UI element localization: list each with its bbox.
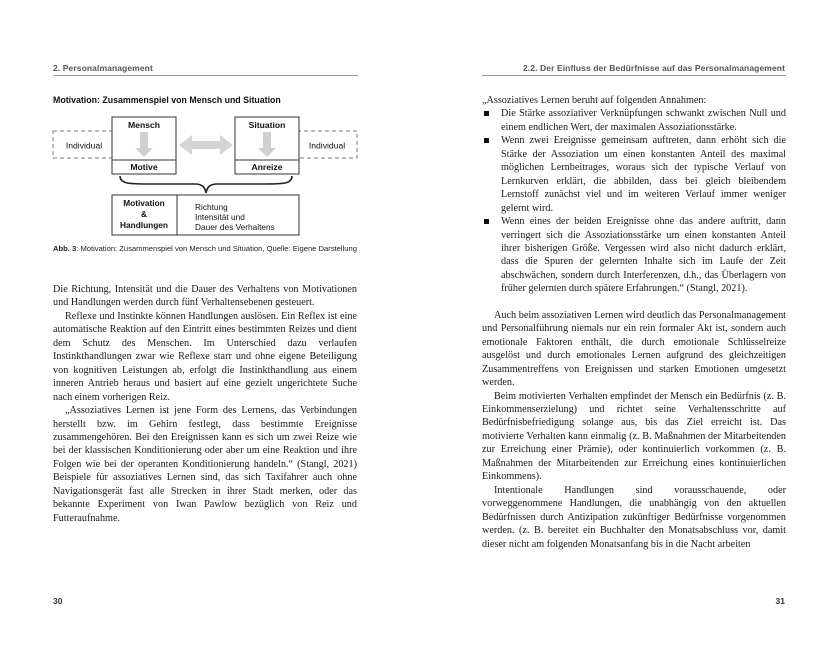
paragraph: „Assoziatives Lernen ist jene Form des Lernens, das Verbindungen herstellt bzw. im Gehirn festlegt, dass bestimmte Ereignisse zusammengehören. Bei den Ereignissen kann es sich um zwei Reize wie bei der klassischen Konditionierung oder aber um eine Reaktion und ihre Folgen wie bei der operanten Konditionierung handeln.“ (Stangl, 2021) Beispiele für assoziatives Lernen sind, das sich Taxifahrer auch ohne Navigationsgerät fast alle Strecken in ihrer Stadt merken, oder das bekannte Experiment von Iwan Pawlow bezüglich von Reiz und Futteraufnahme. bbox=[53, 405, 357, 524]
figure-caption-label: Abb. 3 bbox=[53, 244, 77, 253]
anreize-label: Anreize bbox=[251, 162, 283, 172]
page-number-left: 30 bbox=[53, 596, 63, 606]
list-item-text: Wenn eines der beiden Ereignisse ohne das andere auftritt, dann verringert sich die Assoziationsstärke um einen konstanten Anteil ihrer bisherigen Größe. Vergessen wird also nicht dadurch erklärt, dass die Spuren der gelernten Inhalte sich im Laufe der Zeit abschwächen, sondern durch Interferenzen, d.h., das Überlagern von früher gelernten durch spätere Erfahrungen.“ (Stangl, 2021). bbox=[501, 216, 786, 295]
paragraph: Reflexe und Instinkte können Handlungen auslösen. Ein Reflex ist eine automatische Reaktion auf den Eintritt eines bestimmten Reizes und dient dem Schutz des Menschen. Im Unterschied dazu verlaufen Instinkthandlungen zwar wie Reflexe starr und ohne eigene Beteiligung von kognitiven Leistungen ab, erfolgt die Instinkthandlung aus einem inneren Antrieb heraus und basiert auf eine gezielt ungerichtete Suche nach einem vorherigen Reiz. bbox=[53, 310, 357, 403]
bullet-icon bbox=[484, 138, 489, 143]
page-number-right: 31 bbox=[775, 596, 785, 606]
paragraph: Intentionale Handlungen sind vorausschauende, oder vorweggenommene Handlungen, die unabhängig von den aktuellen Bedürfnissen durch Antizipation zukünftiger Bedürfnisse vorgenommen werden. (z. B. bereitet ein Buchhalter den Monatsabschluss vor, damit dieser nicht am folgenden Monatsanfang bis in die Nacht arbeiten bbox=[482, 484, 786, 550]
individual-left-label: Individual bbox=[65, 140, 103, 151]
result-line-1: Richtung bbox=[195, 202, 228, 212]
individual-right-label: Individual bbox=[308, 140, 346, 151]
result-line-3: Dauer des Verhaltens bbox=[195, 222, 275, 232]
paragraph: Die Richtung, Intensität und die Dauer des Verhaltens von Motivationen und Handlungen werden durch fünf Verhaltensebenen gesteuert. bbox=[53, 284, 357, 309]
list-item-text: Wenn zwei Ereignisse gemeinsam auftreten, dann erhöht sich die Stärke der Assoziation um einen konstanten Anteil des maximal möglichen Lernbeitrages, woraus sich der typische Verlauf von Lernkurven erklärt, die abbilden, dass bei gleich bleibendem Lernstoff zunächst viel und im weiteren Verlauf immer weniger gelernt wird. bbox=[501, 135, 786, 214]
quote-intro: „Assoziatives Lernen beruht auf folgenden Annahmen: bbox=[482, 95, 707, 106]
running-head-left: 2. Personalmanagement bbox=[53, 63, 153, 73]
header-rule-left bbox=[53, 75, 358, 76]
list-item bbox=[482, 134, 786, 215]
left-body-text bbox=[53, 283, 357, 525]
assumption-list bbox=[482, 107, 786, 295]
paragraph: Auch beim assoziativen Lernen wird deutlich das Personalmanagement und Personalführung niemals nur ein rein formaler Akt ist, sondern auch emotionale Faktoren enthält, die durch emotionale Schlüsselreize ausgelöst und durch emotionales Lernen aufgrund des gleichzeitigen Zusammentreffens von Ereignissen und starken Emotionen umgesetzt werden. bbox=[482, 309, 786, 389]
list-item bbox=[482, 215, 786, 296]
motivation-label-1: Motivation bbox=[123, 198, 165, 208]
right-page bbox=[420, 0, 839, 671]
situation-label: Situation bbox=[248, 120, 286, 130]
running-head-right: 2.2. Der Einfluss der Bedürfnisse auf das Personalmanagement bbox=[522, 63, 785, 73]
motivation-diagram bbox=[0, 110, 419, 240]
left-page bbox=[0, 0, 419, 671]
double-arrow-icon bbox=[179, 135, 233, 155]
figure-caption bbox=[53, 243, 357, 255]
right-body-text bbox=[482, 94, 786, 551]
motive-label: Motive bbox=[130, 162, 158, 172]
figure-caption-text: : Motivation: Zusammenspiel von Mensch und Situation, Quelle: Eigene Darstellung bbox=[76, 244, 357, 253]
motivation-label-3: Handlungen bbox=[120, 220, 168, 230]
bullet-icon bbox=[484, 219, 489, 224]
paragraph: Beim motivierten Verhalten empfindet der Mensch ein Bedürfnis (z. B. Einkommenserzielung) und richtet seine Verhaltensschritte auf Bedürfnisbefriedigung solange aus, bis das Ziel erreicht ist. Das motivierte Verhalten kann einmalig (z. B. Maßnahmen der Mitarbeitenden zur Erreichung einer Prämie), oder kontinuierlich vorkommen (z. B. Maßnahmen der Mitarbeitenden zur Erreichung eines kontinuierlichen Einkommens). bbox=[482, 390, 786, 483]
list-item bbox=[482, 107, 786, 134]
brace-icon bbox=[120, 176, 292, 193]
result-line-2: Intensität und bbox=[195, 212, 245, 222]
bullet-icon bbox=[484, 111, 489, 116]
figure-title: Motivation: Zusammenspiel von Mensch und Situation bbox=[53, 95, 281, 105]
list-item-text: Die Stärke assoziativer Verknüpfungen schwankt zwischen Null und einem endlichen Wert, der maximalen Assoziationsstärke. bbox=[501, 108, 786, 133]
motivation-label-2: & bbox=[141, 209, 147, 219]
mensch-label: Mensch bbox=[128, 120, 160, 130]
header-rule-right bbox=[482, 75, 786, 76]
